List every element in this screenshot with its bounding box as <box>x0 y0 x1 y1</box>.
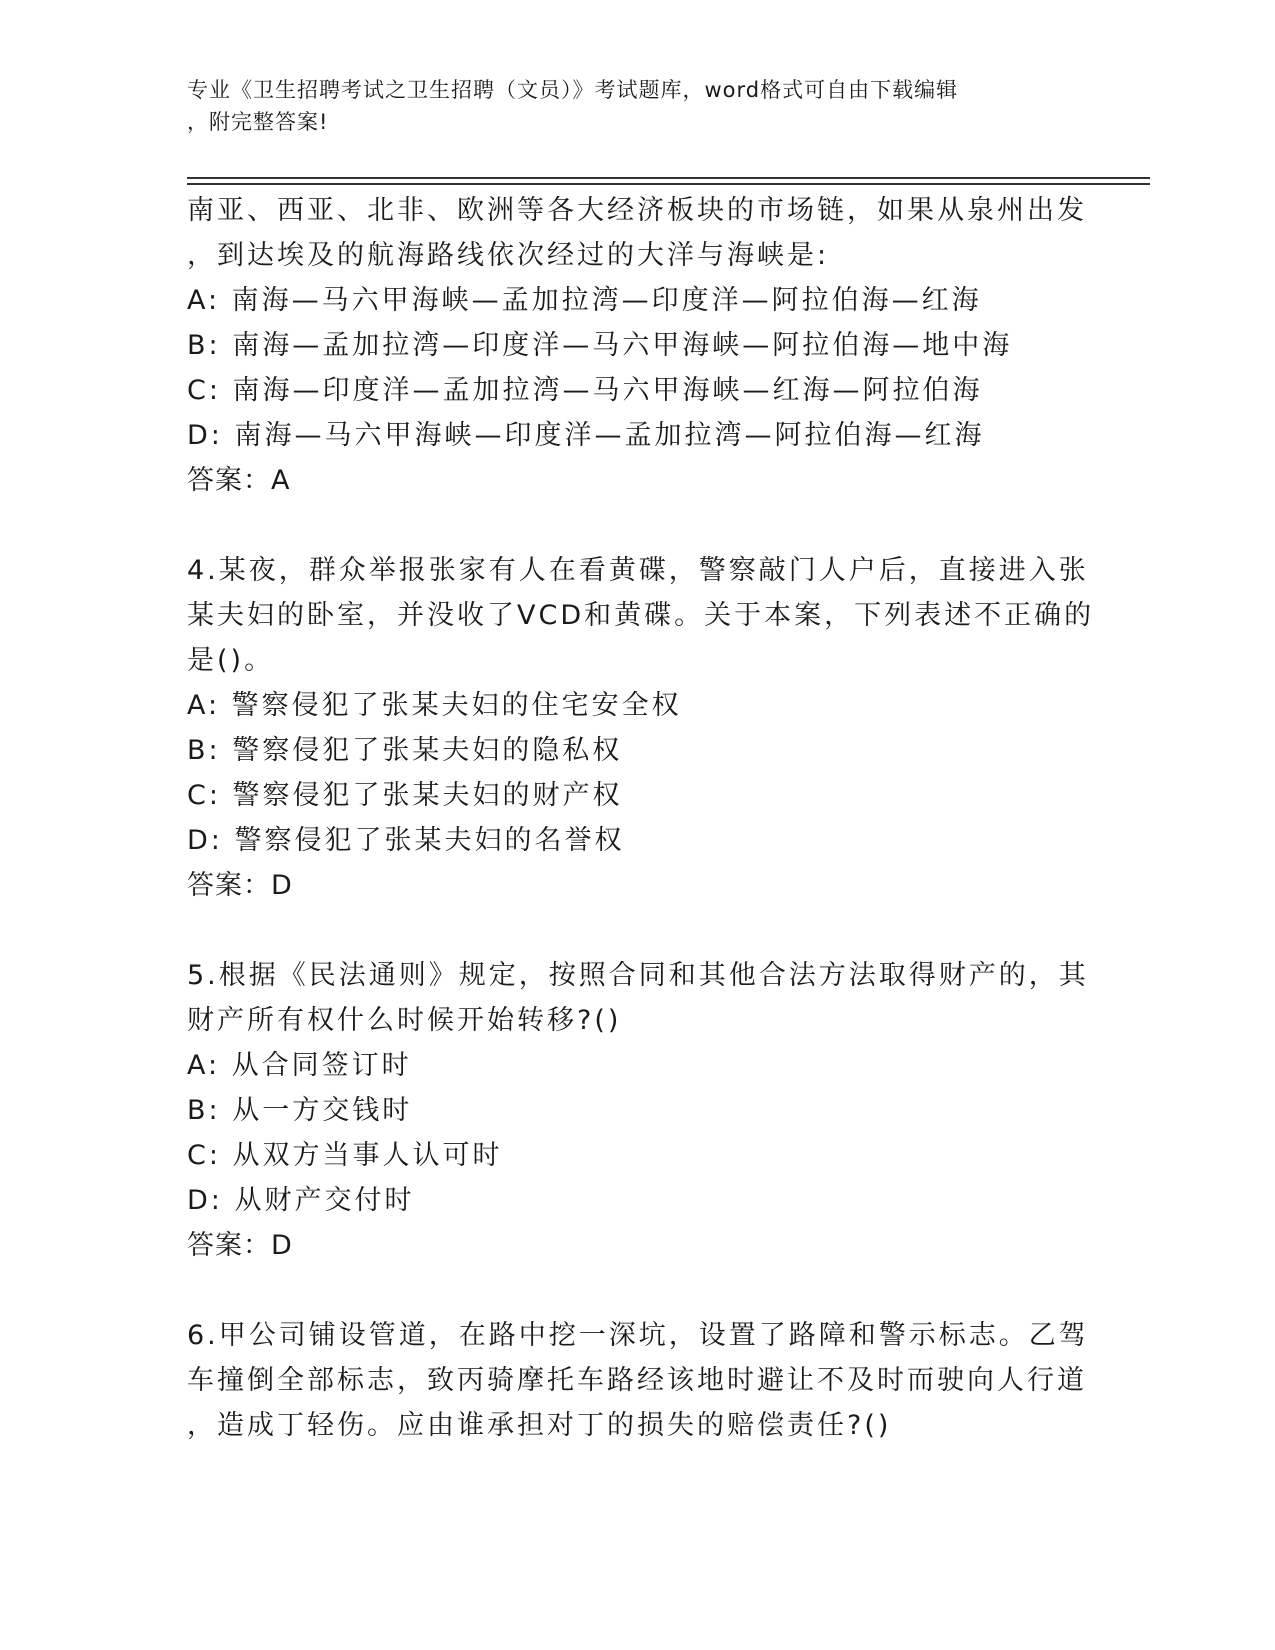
option-c: C: 南海—印度洋—孟加拉湾—马六甲海峡—红海—阿拉伯海 <box>187 375 983 406</box>
answer-line: 答案：A <box>187 465 291 496</box>
question-stem-line: 某夫妇的卧室，并没收了VCD和黄碟。关于本案，下列表述不正确的 <box>187 600 1095 631</box>
question-6 <box>187 1313 1089 1448</box>
option-c: C: 警察侵犯了张某夫妇的财产权 <box>187 780 623 811</box>
option-d: D: 警察侵犯了张某夫妇的名誉权 <box>187 825 625 856</box>
question-stem-line: ，造成丁轻伤。应由谁承担对丁的损失的赔偿责任?() <box>187 1410 892 1441</box>
page-header <box>187 74 1067 138</box>
question-5 <box>187 953 1089 1268</box>
question-stem-line: 财产所有权什么时候开始转移?() <box>187 1005 622 1036</box>
option-a: A: 南海—马六甲海峡—孟加拉湾—印度洋—阿拉伯海—红海 <box>187 285 982 316</box>
answer-line: 答案：D <box>187 870 293 901</box>
option-a: A: 警察侵犯了张某夫妇的住宅安全权 <box>187 690 682 721</box>
answer-line: 答案：D <box>187 1230 293 1261</box>
question-stem-line: 4.某夜，群众举报张家有人在看黄碟，警察敲门人户后，直接进入张 <box>187 555 1089 586</box>
question-stem-line: ，到达埃及的航海路线依次经过的大洋与海峡是: <box>187 240 830 271</box>
option-b: B: 警察侵犯了张某夫妇的隐私权 <box>187 735 623 766</box>
question-list <box>187 188 1095 1448</box>
option-a: A: 从合同签订时 <box>187 1050 412 1081</box>
question-spacer <box>187 908 1067 953</box>
option-c: C: 从双方当事人认可时 <box>187 1140 503 1171</box>
question-stem-line: 南亚、西亚、北非、欧洲等各大经济板块的市场链，如果从泉州出发 <box>187 195 1087 226</box>
option-b: B: 南海—孟加拉湾—印度洋—马六甲海峡—阿拉伯海—地中海 <box>187 330 1013 361</box>
header-divider-top <box>187 177 1150 179</box>
option-d: D: 从财产交付时 <box>187 1185 415 1216</box>
header-divider-bottom <box>187 183 1150 185</box>
question-spacer <box>187 1268 1067 1313</box>
question-spacer <box>187 503 1067 548</box>
question-4 <box>187 548 1095 908</box>
question-stem-line: 车撞倒全部标志，致丙骑摩托车路经该地时避让不及时而驶向人行道 <box>187 1365 1087 1396</box>
question-3 <box>187 188 1087 503</box>
header-line-2: ，附完整答案! <box>187 110 329 134</box>
question-stem-line: 6.甲公司铺设管道，在路中挖一深坑，设置了路障和警示标志。乙驾 <box>187 1320 1089 1351</box>
question-stem-line: 是()。 <box>187 645 275 676</box>
option-d: D: 南海—马六甲海峡—印度洋—孟加拉湾—阿拉伯海—红海 <box>187 420 985 451</box>
header-line-1: 专业《卫生招聘考试之卫生招聘（文员）》考试题库，word格式可自由下载编辑 <box>187 78 959 102</box>
option-b: B: 从一方交钱时 <box>187 1095 413 1126</box>
question-stem-line: 5.根据《民法通则》规定，按照合同和其他合法方法取得财产的，其 <box>187 960 1089 991</box>
